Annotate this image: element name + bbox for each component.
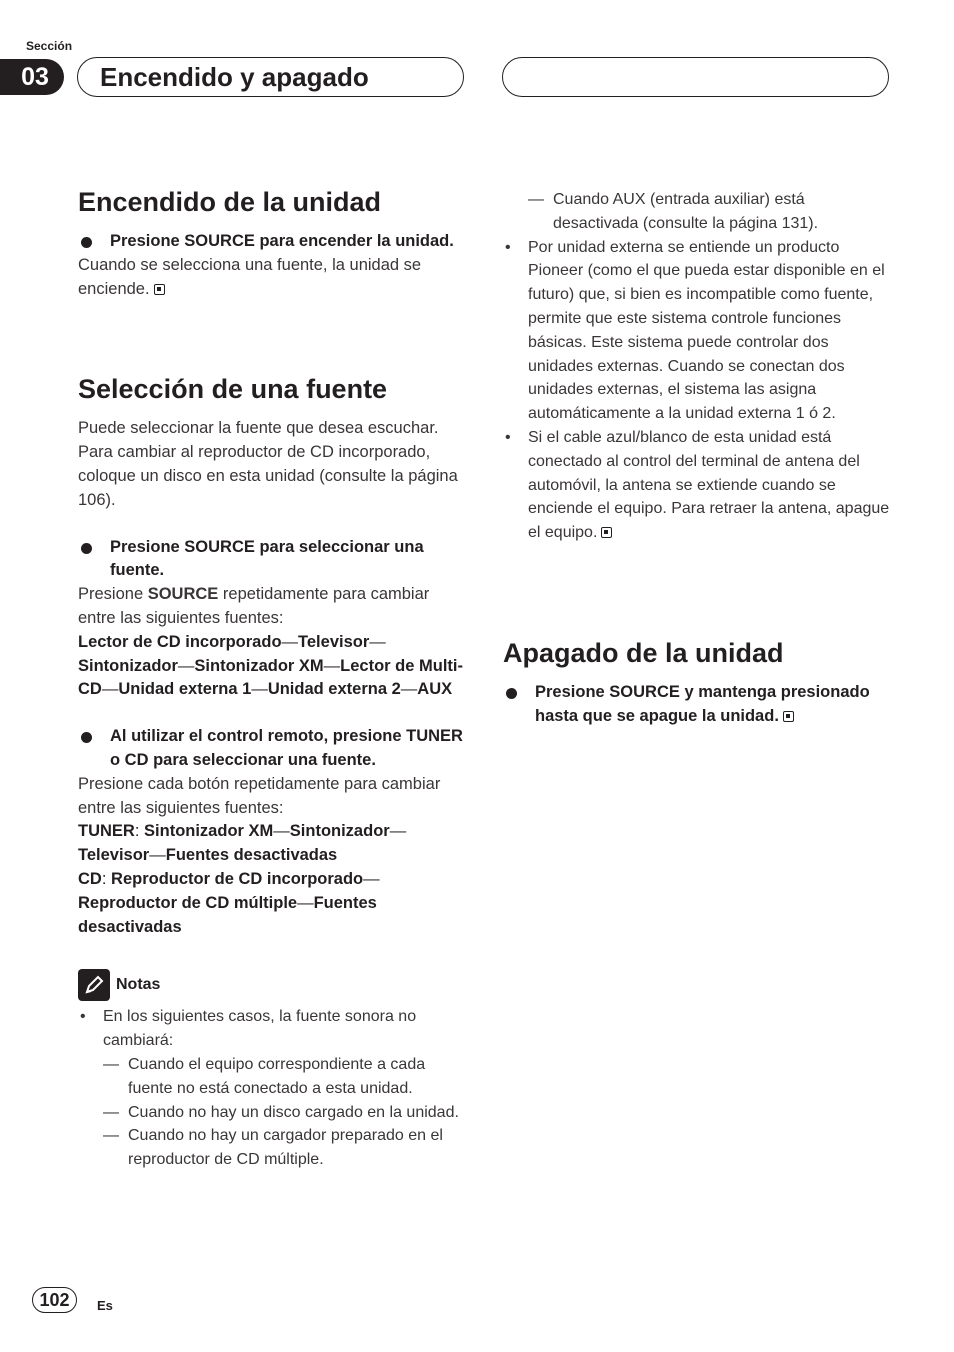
power-off-section bbox=[503, 637, 891, 729]
note-subitem: — Cuando AUX (entrada auxiliar) está desactivada (consulte la página 131). bbox=[528, 191, 819, 232]
end-mark-icon bbox=[154, 284, 165, 295]
page-number: 102 bbox=[32, 1287, 77, 1313]
note-subitem: — Cuando no hay un disco cargado en la unidad. bbox=[103, 1103, 459, 1121]
note-item: • En los siguientes casos, la fuente sonora no cambiará: bbox=[78, 1005, 466, 1053]
note-item: • Por unidad externa se entiende un producto Pioneer (como el que pueda estar disponible en el futuro) que, si bien es incompatible como fuente, permite que este sistema controle funciones básicas. Este sistema puede controlar dos unidades externas. Cuando se conectan dos unidades externas, el sistema las asigna automáticamente a la unidad externa 1 ó 2. bbox=[503, 236, 891, 426]
section-label: Sección bbox=[26, 39, 73, 53]
source-key: SOURCE bbox=[147, 585, 219, 604]
step-remote-control: Al utilizar el control remoto, presione TUNER o CD para seleccionar una fuente. bbox=[78, 725, 466, 773]
step-power-off: Presione SOURCE y mantenga presionado hasta que se apague la unidad. bbox=[503, 681, 891, 729]
header-empty-box bbox=[502, 57, 889, 97]
intro-select-source: Puede seleccionar la fuente que desea escuchar. Para cambiar al reproductor de CD incorporado, coloque un disco en esta unidad (consulte la página 106). bbox=[78, 419, 458, 509]
heading-power-off: Apagado de la unidad bbox=[503, 638, 784, 668]
note-subitem: — Cuando el equipo correspondiente a cada fuente no está conectado a esta unidad. bbox=[103, 1055, 426, 1097]
desc-power-on: Cuando se selecciona una fuente, la unidad se enciende. bbox=[78, 255, 422, 298]
right-column bbox=[503, 188, 891, 545]
end-mark-icon bbox=[601, 527, 612, 538]
chapter-title: Encendido y apagado bbox=[77, 57, 464, 97]
cd-cycle-list: CD: Reproductor de CD incorporado—Reproductor de CD múltiple—Fuentes desactivadas bbox=[78, 869, 380, 936]
step-select-source: Presione SOURCE para seleccionar una fuente. bbox=[78, 536, 466, 584]
language-code: Es bbox=[97, 1298, 113, 1313]
note-subitem: — Cuando no hay un cargador preparado en el reproductor de CD múltiple. bbox=[103, 1127, 443, 1169]
heading-select-source: Selección de una fuente bbox=[78, 374, 388, 405]
end-mark-icon bbox=[783, 711, 794, 722]
desc-remote-control: Presione cada botón repetidamente para cambiar entre las siguientes fuentes: bbox=[78, 774, 441, 817]
notes-header bbox=[78, 969, 466, 1001]
notes-title: Notas bbox=[116, 976, 161, 994]
left-column bbox=[78, 186, 466, 1172]
step-power-on: Presione SOURCE para encender la unidad. bbox=[78, 230, 466, 254]
source-cycle-list: Lector de CD incorporado—Televisor—Sintonizador—Sintonizador XM—Lector de Multi-CD—Unidad externa 1—Unidad externa 2—AUX bbox=[78, 632, 464, 699]
heading-power-on: Encendido de la unidad bbox=[78, 187, 382, 217]
tuner-cycle-list: TUNER: Sintonizador XM—Sintonizador—Televisor—Fuentes desactivadas bbox=[78, 822, 407, 865]
pencil-icon bbox=[78, 969, 110, 1001]
note-item: • Si el cable azul/blanco de esta unidad está conectado al control del terminal de antena del automóvil, la antena se extiende cuando se enciende el equipo. Para retraer la antena, apague el equipo. bbox=[503, 426, 891, 545]
section-number-badge: 03 bbox=[0, 59, 64, 95]
desc-select-source: Presione SOURCE repetidamente para cambiar entre las siguientes fuentes: bbox=[78, 585, 430, 627]
